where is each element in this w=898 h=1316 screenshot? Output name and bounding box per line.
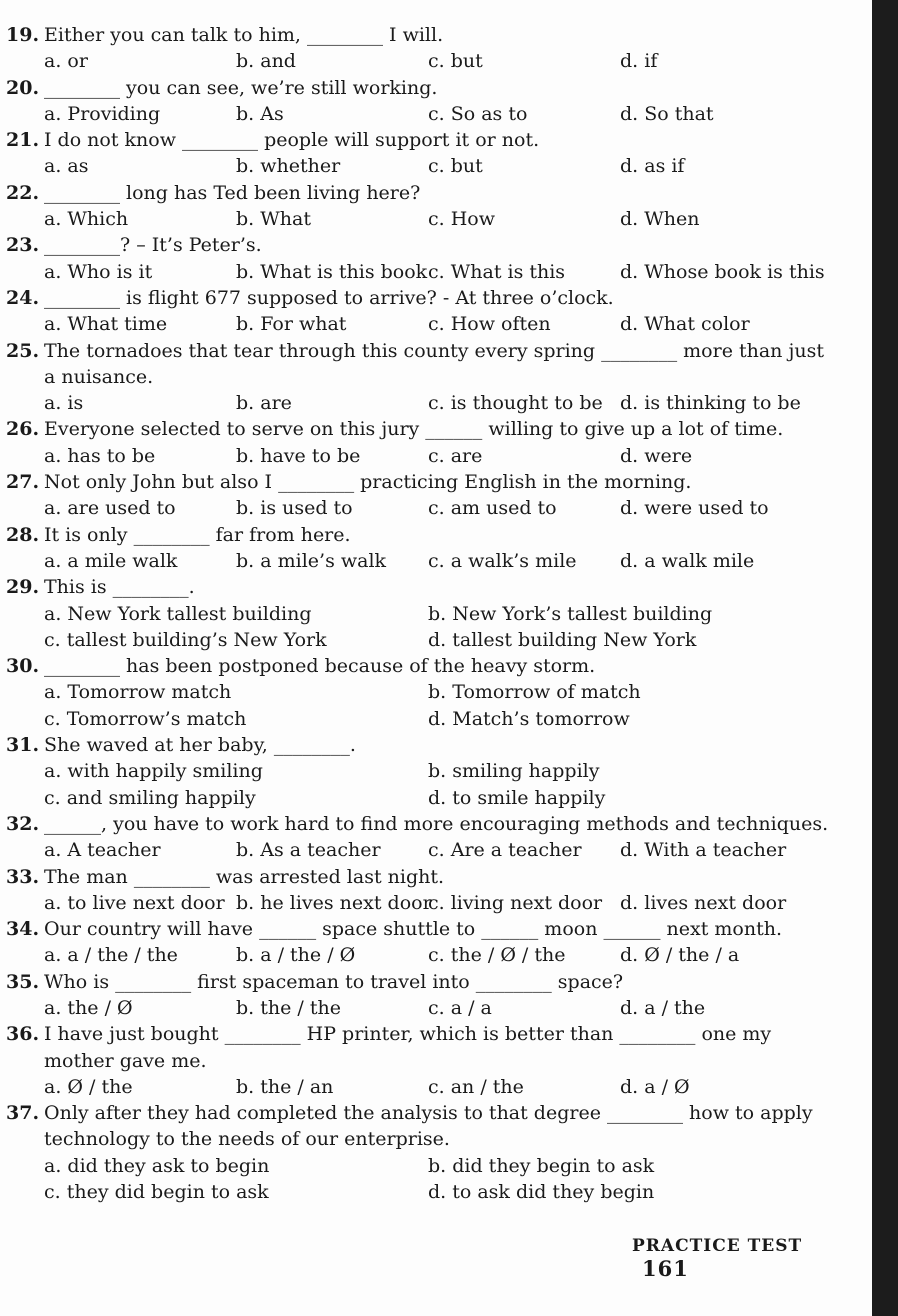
question-number: 29. [6,576,40,599]
question-number: 34. [6,918,40,941]
question-text: ________ is flight 677 supposed to arrive? - At three o’clock. [44,286,614,309]
question-stem [6,916,836,942]
answer-option: d. if [620,50,658,73]
question-number: 35. [6,970,40,993]
question-item [6,22,836,75]
answer-option: a. Which [44,208,129,231]
question-list [6,22,836,1205]
answer-option: c. am used to [428,497,557,520]
question-number: 19. [6,24,40,46]
answer-option: b. have to be [236,444,361,467]
answer-option: b. smiling happily [428,760,600,783]
question-item [6,916,836,969]
answer-option: c. Are a teacher [428,839,582,862]
question-item [6,574,836,653]
answer-option: c. an / the [428,1075,524,1098]
answer-option: a. or [44,50,88,73]
scan-edge-shadow [872,0,898,1316]
question-item [6,864,836,917]
answer-option: d. a walk mile [620,549,755,572]
question-text: I do not know ________ people will support it or not. [44,129,540,152]
options-row [6,785,836,811]
answer-option: d. So that [620,102,714,125]
question-item [6,1021,836,1100]
question-stem [6,969,836,995]
question-text: The tornadoes that tear through this county every spring ________ more than just a nuisance. [44,339,824,388]
question-text: Either you can talk to him, ________ I will. [44,24,444,46]
question-text: The man ________ was arrested last night. [44,865,445,888]
question-item [6,232,836,285]
options-row [6,758,836,784]
answer-option: a. A teacher [44,839,161,862]
answer-option: a. What time [44,313,168,336]
answer-option: c. a walk’s mile [428,549,577,572]
answer-option: d. With a teacher [620,839,787,862]
question-number: 25. [6,339,40,362]
question-text: ______, you have to work hard to find more encouraging methods and techniques. [44,812,829,835]
answer-option: a. a mile walk [44,549,178,572]
answer-option: d. a / Ø [620,1075,690,1098]
question-item [6,1100,836,1205]
options-row [6,942,836,968]
answer-option: b. did they begin to ask [428,1154,655,1177]
question-item [6,522,836,575]
question-number: 28. [6,523,40,546]
question-stem [6,285,836,311]
question-number: 27. [6,471,40,494]
question-item [6,285,836,338]
question-number: 21. [6,129,40,152]
answer-option: d. tallest building New York [428,628,697,651]
answer-option: b. a mile’s walk [236,549,387,572]
question-item [6,732,836,811]
answer-option: a. Ø / the [44,1075,133,1098]
answer-option: b. For what [236,313,347,336]
answer-option: a. Tomorrow match [44,681,232,704]
question-stem [6,732,836,758]
answer-option: c. How [428,208,495,231]
question-stem [6,1100,836,1153]
options-row [6,601,836,627]
options-row [6,495,836,521]
question-text: This is ________. [44,576,195,599]
answer-option: d. When [620,208,700,231]
question-text: ________ you can see, we’re still working. [44,76,438,99]
options-row [6,259,836,285]
question-number: 36. [6,1023,40,1046]
answer-option: a. did they ask to begin [44,1154,270,1177]
question-stem [6,653,836,679]
options-row [6,627,836,653]
options-row [6,311,836,337]
answer-option: a. Providing [44,102,161,125]
answer-option: d. to ask did they begin [428,1181,655,1204]
question-text: Our country will have ______ space shuttle to ______ moon ______ next month. [44,918,782,941]
question-number: 37. [6,1102,40,1125]
options-row [6,1153,836,1179]
options-row [6,1179,836,1205]
answer-option: b. a / the / Ø [236,944,356,967]
question-stem [6,811,836,837]
answer-option: c. living next door [428,891,603,914]
question-stem [6,522,836,548]
answer-option: b. are [236,392,292,415]
options-row [6,837,836,863]
question-text: ________? – It’s Peter’s. [44,234,262,257]
answer-option: c. is thought to be [428,392,603,415]
question-stem [6,1021,836,1074]
question-stem [6,75,836,101]
question-item [6,653,836,732]
options-row [6,48,836,74]
answer-option: c. the / Ø / the [428,944,566,967]
answer-option: a. has to be [44,444,156,467]
answer-option: c. What is this [428,260,566,283]
answer-option: d. lives next door [620,891,787,914]
question-item [6,127,836,180]
answer-option: d. Match’s tomorrow [428,707,630,730]
answer-option: c. but [428,50,483,73]
answer-option: b. he lives next door [236,891,432,914]
question-stem [6,416,836,442]
question-number: 20. [6,76,40,99]
answer-option: c. but [428,155,483,178]
question-number: 30. [6,655,40,678]
options-row [6,679,836,705]
answer-option: b. What is this book [236,260,428,283]
footer-label: PRACTICE TEST [632,1236,803,1256]
answer-option: c. Tomorrow’s match [44,707,247,730]
question-text: She waved at her baby, ________. [44,734,356,757]
answer-option: c. So as to [428,102,528,125]
answer-option: c. and smiling happily [44,786,256,809]
answer-option: d. to smile happily [428,786,606,809]
options-row [6,443,836,469]
question-item [6,180,836,233]
answer-option: c. a / a [428,996,492,1019]
options-row [6,153,836,179]
answer-option: a. to live next door [44,891,225,914]
answer-option: b. the / the [236,996,341,1019]
question-stem [6,469,836,495]
question-text: Who is ________ first spaceman to travel into ________ space? [44,970,624,993]
options-row [6,390,836,416]
answer-option: a. with happily smiling [44,760,263,783]
answer-option: d. were used to [620,497,769,520]
question-text: ________ long has Ted been living here? [44,181,421,204]
answer-option: a. Who is it [44,260,153,283]
answer-option: b. whether [236,155,341,178]
answer-option: b. is used to [236,497,353,520]
answer-option: a. a / the / the [44,944,178,967]
answer-option: d. What color [620,313,750,336]
answer-option: c. are [428,444,483,467]
options-row [6,890,836,916]
answer-option: d. Whose book is this [620,260,825,283]
question-item [6,416,836,469]
question-stem [6,180,836,206]
options-row [6,101,836,127]
question-text: Only after they had completed the analysis to that degree ________ how to apply technology to the needs of our enterprise. [44,1102,813,1151]
question-stem [6,864,836,890]
options-row [6,548,836,574]
options-row [6,1074,836,1100]
question-stem [6,338,836,391]
question-item [6,811,836,864]
answer-option: d. were [620,444,693,467]
options-row [6,706,836,732]
answer-option: b. the / an [236,1075,334,1098]
options-row [6,206,836,232]
answer-option: a. New York tallest building [44,602,312,625]
answer-option: d. is thinking to be [620,392,801,415]
answer-option: b. As [236,102,284,125]
answer-option: d. as if [620,155,685,178]
answer-option: b. What [236,208,311,231]
answer-option: b. New York’s tallest building [428,602,713,625]
question-item [6,469,836,522]
page-footer [632,1236,832,1281]
question-text: Everyone selected to serve on this jury ______ willing to give up a lot of time. [44,418,784,441]
answer-option: c. tallest building’s New York [44,628,327,651]
answer-option: b. As a teacher [236,839,381,862]
question-text: ________ has been postponed because of the heavy storm. [44,655,596,678]
options-row [6,995,836,1021]
page-number: 161 [642,1256,689,1281]
question-stem [6,574,836,600]
question-number: 22. [6,181,40,204]
answer-option: d. Ø / the / a [620,944,740,967]
question-number: 32. [6,812,40,835]
question-number: 26. [6,418,40,441]
question-stem [6,127,836,153]
answer-option: b. Tomorrow of match [428,681,641,704]
question-number: 33. [6,865,40,888]
question-number: 31. [6,734,40,757]
answer-option: d. a / the [620,996,706,1019]
answer-option: c. they did begin to ask [44,1181,269,1204]
question-text: It is only ________ far from here. [44,523,351,546]
answer-option: c. How often [428,313,551,336]
question-number: 24. [6,286,40,309]
question-item [6,75,836,128]
question-number: 23. [6,234,40,257]
answer-option: b. and [236,50,296,73]
question-stem [6,232,836,258]
question-stem [6,22,836,48]
answer-option: a. is [44,392,84,415]
question-item [6,969,836,1022]
question-item [6,338,836,417]
question-text: I have just bought ________ HP printer, which is better than ________ one my mother gave me. [44,1023,772,1072]
answer-option: a. are used to [44,497,176,520]
answer-option: a. as [44,155,89,178]
answer-option: a. the / Ø [44,996,133,1019]
question-text: Not only John but also I ________ practicing English in the morning. [44,471,692,494]
